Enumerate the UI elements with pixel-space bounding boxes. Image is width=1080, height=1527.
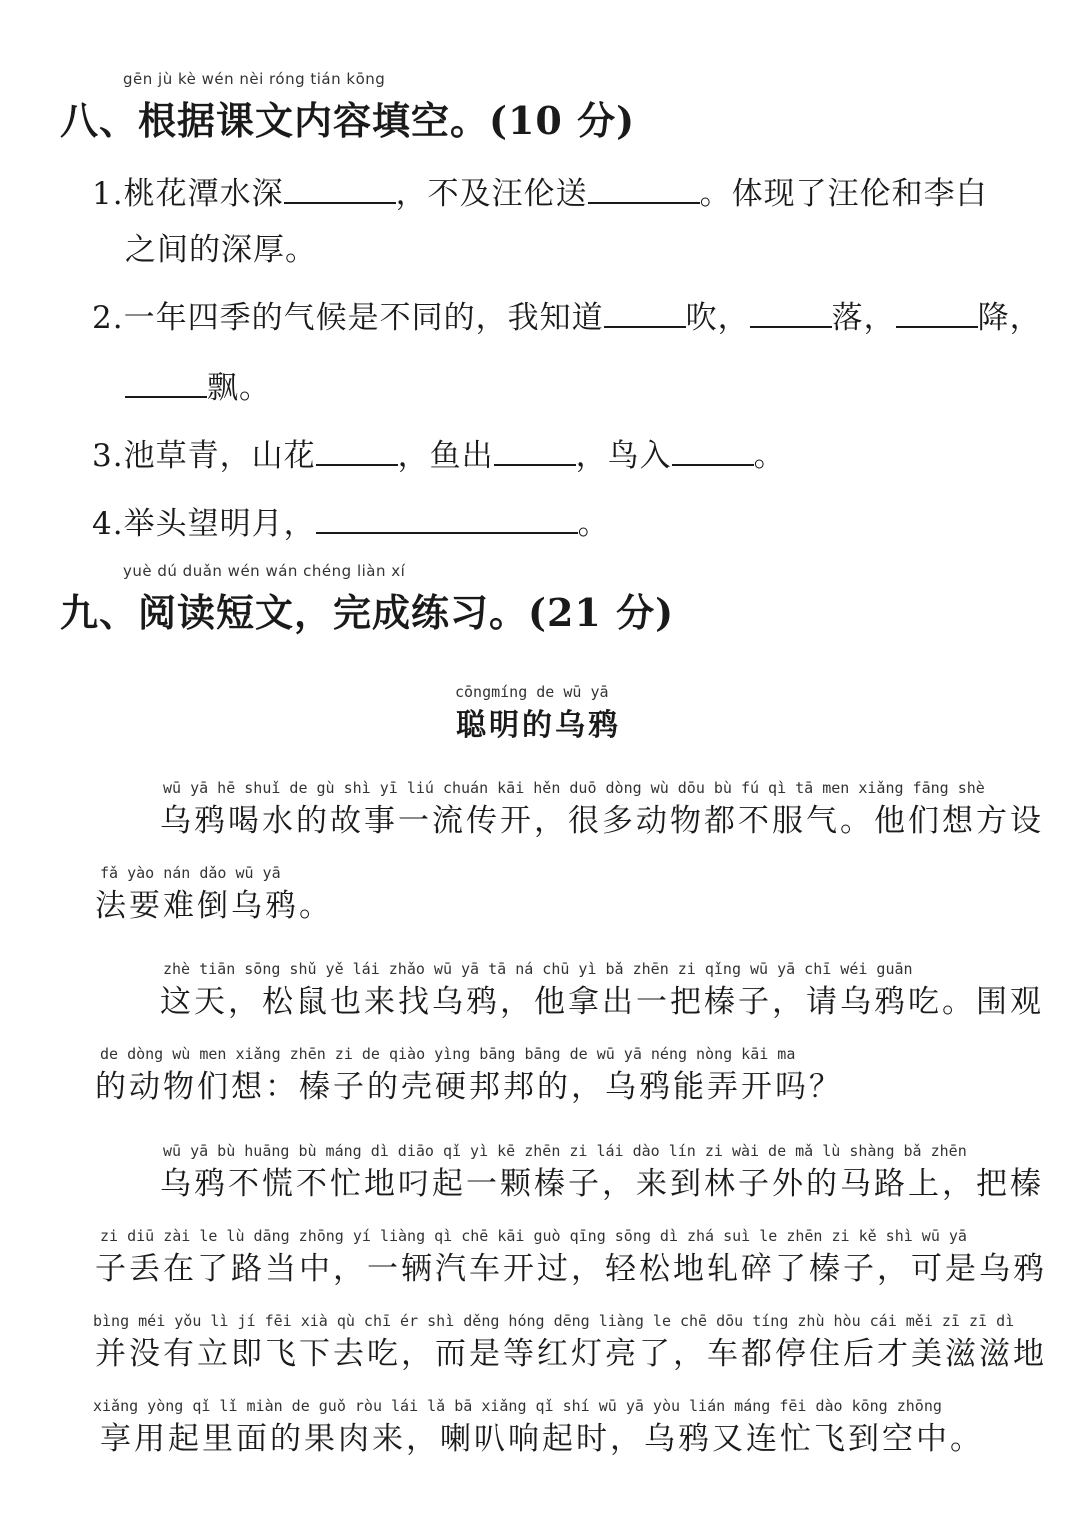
section8-heading: 八、根据课文内容填空。(10 分) [60, 98, 636, 143]
passage-line-8-pinyin: xiǎng yòng qǐ lǐ miàn de guǒ ròu lái lǎ bā xiǎng qǐ shí wū yā yòu lián máng fēi dào kōng zhōng [93, 1397, 942, 1415]
q2-continuation [125, 362, 271, 407]
q2-blank-2[interactable] [750, 302, 832, 328]
section9-pinyin: yuè dú duǎn wén wán chéng liàn xí [123, 562, 406, 580]
q4-text-a: 举头望明月， [123, 506, 316, 542]
q1-blank-2[interactable] [588, 178, 700, 204]
q3-text-c: ，鸟入 [575, 438, 672, 474]
passage-line-5: 乌鸦不慌不忙地叼起一颗榛子，来到林子外的马路上，把榛 [160, 1166, 1044, 1202]
q2-blank-3[interactable] [896, 302, 978, 328]
q2-number: 2. [92, 300, 124, 336]
q1-number: 1. [92, 176, 124, 212]
passage-line-4: 的动物们想：榛子的壳硬邦邦的，乌鸦能弄开吗？ [95, 1069, 843, 1105]
q3-text-b: ，鱼出 [397, 438, 494, 474]
passage-line-8: 享用起里面的果肉来，喇叭响起时，乌鸦又连忙飞到空中。 [100, 1421, 984, 1457]
section8-pinyin: gēn jù kè wén nèi róng tián kōng [123, 70, 386, 88]
passage-line-2-pinyin: fǎ yào nán dǎo wū yā [100, 864, 281, 882]
passage-title-pinyin: cōngmíng de wū yā [455, 683, 609, 701]
q3-number: 3. [92, 438, 124, 474]
question-1 [92, 168, 988, 213]
question-3 [92, 430, 786, 475]
q2-blank-1[interactable] [604, 302, 686, 328]
q2-text-d: 降， [977, 300, 1042, 336]
q3-text-d: 。 [753, 438, 786, 474]
q2-blank-4[interactable] [125, 372, 207, 398]
q1-text-b: ，不及汪伦送 [395, 176, 588, 212]
passage-title: 聪明的乌鸦 [456, 708, 621, 743]
passage-line-6: 子丢在了路当中，一辆汽车开过，轻松地轧碎了榛子，可是乌鸦 [95, 1251, 1047, 1287]
q1-continuation: 之间的深厚。 [125, 232, 317, 268]
passage-line-5-pinyin: wū yā bù huāng bù máng dì diāo qǐ yì kē zhēn zi lái dào lín zi wài de mǎ lù shàng bǎ zhēn [163, 1142, 967, 1160]
passage-line-1-pinyin: wū yā hē shuǐ de gù shì yī liú chuán kāi hěn duō dòng wù dōu bù fú qì tā men xiǎng fāng shè [163, 779, 985, 797]
q4-text-b: 。 [577, 506, 610, 542]
question-2 [92, 292, 1042, 337]
passage-line-7-pinyin: bìng méi yǒu lì jí fēi xià qù chī ér shì děng hóng dēng liàng le chē dōu tíng zhù hòu cái měi zī zī dì [93, 1312, 1015, 1330]
q1-text-c: 。体现了汪伦和李白 [699, 176, 988, 212]
passage-line-1: 乌鸦喝水的故事一流传开，很多动物都不服气。他们想方设 [160, 803, 1044, 839]
q4-number: 4. [92, 506, 124, 542]
passage-line-4-pinyin: de dòng wù men xiǎng zhēn zi de qiào yìng bāng bāng de wū yā néng nòng kāi ma [100, 1045, 796, 1063]
q3-blank-1[interactable] [316, 440, 398, 466]
q3-text-a: 池草青，山花 [123, 438, 316, 474]
passage-line-7: 并没有立即飞下去吃，而是等红灯亮了，车都停住后才美滋滋地 [95, 1336, 1047, 1372]
question-4 [92, 498, 610, 543]
q1-blank-1[interactable] [284, 178, 396, 204]
q3-blank-2[interactable] [494, 440, 576, 466]
q2-text-b: 吹， [685, 300, 750, 336]
q2-text-a: 一年四季的气候是不同的，我知道 [123, 300, 604, 336]
section9-heading: 九、阅读短文，完成练习。(21 分) [60, 590, 675, 635]
q1-text-a: 桃花潭水深 [123, 176, 284, 212]
q3-blank-3[interactable] [672, 440, 754, 466]
passage-line-6-pinyin: zi diū zài le lù dāng zhōng yí liàng qì chē kāi guò qīng sōng dì zhá suì le zhēn zi kě shì wū yā [100, 1227, 967, 1245]
passage-line-3: 这天，松鼠也来找乌鸦，他拿出一把榛子，请乌鸦吃。围观 [160, 984, 1044, 1020]
passage-line-2: 法要难倒乌鸦。 [95, 888, 333, 924]
q2-text-e: 飘。 [207, 370, 271, 406]
q2-text-c: 落， [831, 300, 896, 336]
q4-blank-1[interactable] [316, 508, 578, 534]
passage-line-3-pinyin: zhè tiān sōng shǔ yě lái zhǎo wū yā tā ná chū yì bǎ zhēn zi qǐng wū yā chī wéi guān [163, 960, 913, 978]
